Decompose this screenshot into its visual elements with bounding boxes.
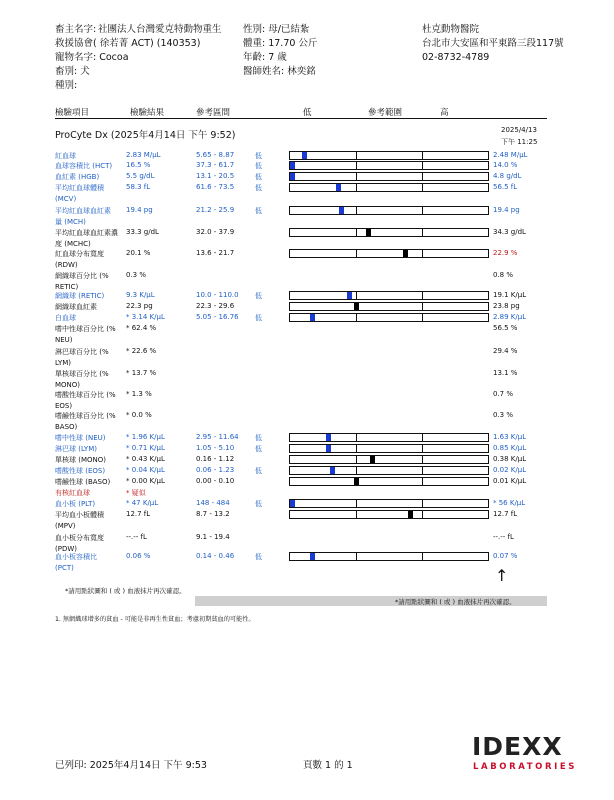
test-name-line: NEU) bbox=[55, 336, 73, 344]
range-low-tick bbox=[356, 184, 357, 191]
prev-time: 下午 11:25 bbox=[501, 138, 538, 146]
range-bar bbox=[289, 510, 489, 519]
result-marker bbox=[347, 292, 352, 299]
range-low-tick bbox=[356, 434, 357, 441]
result-row bbox=[0, 346, 614, 367]
low-flag: 低 bbox=[255, 292, 262, 300]
range-high-tick bbox=[422, 434, 423, 441]
previous-result: --.-- fL bbox=[493, 533, 514, 541]
result-row bbox=[0, 410, 614, 431]
range-low-tick bbox=[356, 207, 357, 214]
reference-interval: 1.05 - 5.10 bbox=[196, 444, 235, 452]
previous-result: 23.8 pg bbox=[493, 302, 520, 310]
result-marker bbox=[354, 303, 359, 310]
range-bar bbox=[289, 552, 489, 561]
result-marker bbox=[403, 250, 408, 257]
result-row bbox=[0, 323, 614, 344]
test-result: 0.06 % bbox=[126, 552, 151, 560]
range-bar bbox=[289, 206, 489, 215]
reference-interval: 13.6 - 21.7 bbox=[196, 249, 235, 257]
test-name-line: 網織球百分比 (% bbox=[55, 272, 109, 280]
previous-result: 2.89 K/µL bbox=[493, 313, 527, 321]
reference-interval: 5.65 - 8.87 bbox=[196, 151, 235, 159]
range-low-tick bbox=[356, 152, 357, 159]
test-result: * 1.96 K/µL bbox=[126, 433, 165, 441]
test-name-line: BASO) bbox=[55, 423, 78, 431]
low-flag: 低 bbox=[255, 162, 262, 170]
test-name-line: 嗜中性球百分比 (% bbox=[55, 325, 116, 333]
test-name-line: 嗜鹼性球 (BASO) bbox=[55, 478, 111, 486]
idexx-logo-text: IDEXX bbox=[472, 732, 563, 761]
confirm-arrow: ↑ bbox=[495, 566, 509, 585]
test-name bbox=[55, 552, 97, 574]
low-flag: 低 bbox=[255, 314, 262, 322]
result-marker bbox=[302, 152, 307, 159]
test-result: * 62.4 % bbox=[126, 324, 157, 332]
range-bar bbox=[289, 313, 489, 322]
clinic-address: 台北市大安區和平東路三段117號 bbox=[422, 38, 564, 49]
range-high-tick bbox=[422, 511, 423, 518]
previous-result: 0.85 K/µL bbox=[493, 444, 527, 452]
section-title: ProCyte Dx (2025年4月14日 下午 9:52) bbox=[55, 130, 236, 141]
test-name-line: 網織球血紅素 bbox=[55, 303, 97, 311]
result-row bbox=[0, 389, 614, 410]
result-row bbox=[0, 182, 614, 203]
test-result: * 1.3 % bbox=[126, 390, 152, 398]
reference-interval: 13.1 - 20.5 bbox=[196, 172, 235, 180]
reference-interval: 0.16 - 1.12 bbox=[196, 455, 235, 463]
range-bar bbox=[289, 249, 489, 258]
test-name-line: 度 (MCHC) bbox=[55, 240, 91, 248]
test-result: 16.5 % bbox=[126, 161, 151, 169]
test-name-line: 單核球 (MONO) bbox=[55, 456, 106, 464]
low-flag: 低 bbox=[255, 445, 262, 453]
test-name bbox=[55, 249, 104, 271]
test-result: * 0.43 K/µL bbox=[126, 455, 165, 463]
test-result: * 0.71 K/µL bbox=[126, 444, 165, 452]
prev-date: 2025/4/13 bbox=[501, 126, 537, 134]
previous-result: 2.48 M/µL bbox=[493, 151, 528, 159]
range-high-tick bbox=[422, 152, 423, 159]
test-name-line: 淋巴球百分比 (% bbox=[55, 348, 109, 356]
test-name-line: 嗜酸性球百分比 (% bbox=[55, 391, 116, 399]
range-bar bbox=[289, 466, 489, 475]
previous-result: * 56 K/µL bbox=[493, 499, 526, 507]
range-high-tick bbox=[422, 173, 423, 180]
test-name-line: (PDW) bbox=[55, 545, 77, 553]
test-name-line: 嗜中性球 (NEU) bbox=[55, 434, 106, 442]
reference-interval: 0.00 - 0.10 bbox=[196, 477, 235, 485]
weight: 體重: 17.70 公斤 bbox=[243, 38, 318, 49]
owner-name-cont: 救援協會( 徐若菁 ACT) (140353) bbox=[55, 38, 201, 49]
range-bar bbox=[289, 455, 489, 464]
pet-name: 寵物名字: Cocoa bbox=[55, 52, 129, 63]
test-result: * 0.00 K/µL bbox=[126, 477, 165, 485]
test-name-line: 淋巴球 (LYM) bbox=[55, 445, 97, 453]
test-name-line: 白血球 bbox=[55, 314, 76, 322]
result-marker bbox=[330, 467, 335, 474]
test-name-line: LYM) bbox=[55, 359, 72, 367]
reference-interval: 148 - 484 bbox=[196, 499, 230, 507]
range-bar bbox=[289, 172, 489, 181]
range-low-tick bbox=[356, 173, 357, 180]
reference-interval: 0.06 - 1.23 bbox=[196, 466, 235, 474]
test-result: 5.5 g/dL bbox=[126, 172, 155, 180]
test-name bbox=[55, 390, 116, 412]
low-flag: 低 bbox=[255, 434, 262, 442]
previous-result: 29.4 % bbox=[493, 347, 518, 355]
previous-result: 0.07 % bbox=[493, 552, 518, 560]
range-high-tick bbox=[422, 467, 423, 474]
idexx-logo-subtext: LABORATORIES bbox=[473, 762, 578, 772]
previous-result: 34.3 g/dL bbox=[493, 228, 526, 236]
range-low-tick bbox=[356, 511, 357, 518]
range-low-tick bbox=[356, 500, 357, 507]
test-name-line: (MCV) bbox=[55, 195, 77, 203]
reference-interval: 61.6 - 73.5 bbox=[196, 183, 235, 191]
idexx-logo bbox=[470, 732, 580, 774]
test-name-line: 血小板容積比 bbox=[55, 553, 97, 561]
test-name-line: (PCT) bbox=[55, 564, 74, 572]
owner-label: 畜主名字: bbox=[55, 24, 97, 35]
test-name-line: MONO) bbox=[55, 381, 81, 389]
result-row bbox=[0, 551, 614, 572]
result-marker bbox=[290, 173, 295, 180]
test-result: 19.4 pg bbox=[126, 206, 153, 214]
range-high-tick bbox=[422, 184, 423, 191]
low-flag: 低 bbox=[255, 173, 262, 181]
test-result: * 13.7 % bbox=[126, 369, 157, 377]
range-high-tick bbox=[422, 250, 423, 257]
reference-interval: 2.95 - 11.64 bbox=[196, 433, 239, 441]
test-name-line: 血小板 (PLT) bbox=[55, 500, 96, 508]
range-high-tick bbox=[422, 553, 423, 560]
test-name-line: 平均紅血球血紅素濃 bbox=[55, 229, 118, 237]
col-item: 檢驗項目 bbox=[55, 108, 90, 118]
range-high-tick bbox=[422, 456, 423, 463]
range-low-tick bbox=[356, 250, 357, 257]
test-result: * 0.0 % bbox=[126, 411, 152, 419]
test-result: 0.3 % bbox=[126, 271, 147, 279]
range-high-tick bbox=[422, 162, 423, 169]
vet-name: 醫師姓名: 林奕銘 bbox=[243, 66, 316, 77]
clinic-phone: 02-8732-4789 bbox=[422, 52, 490, 63]
range-low-tick bbox=[356, 292, 357, 299]
range-bar bbox=[289, 228, 489, 237]
test-name-line: 血小板分布寬度 bbox=[55, 534, 104, 542]
test-name bbox=[55, 510, 104, 532]
test-name-line: (RDW) bbox=[55, 261, 78, 269]
test-result: 2.83 M/µL bbox=[126, 151, 161, 159]
range-low-tick bbox=[356, 229, 357, 236]
result-row bbox=[0, 205, 614, 226]
previous-result: 19.1 K/µL bbox=[493, 291, 527, 299]
range-bar bbox=[289, 183, 489, 192]
result-marker bbox=[339, 207, 344, 214]
test-name-line: 平均紅血球血紅素 bbox=[55, 207, 111, 215]
confirm-note: *請用點狀圖和 ( 或 ) 血液抹片再次確認。 bbox=[65, 587, 186, 595]
range-high-tick bbox=[422, 292, 423, 299]
result-row bbox=[0, 248, 614, 269]
result-marker bbox=[366, 229, 371, 236]
previous-result: 12.7 fL bbox=[493, 510, 518, 518]
printed-timestamp: 已列印: 2025年4月14日 下午 9:53 bbox=[55, 760, 207, 771]
previous-result: 13.1 % bbox=[493, 369, 518, 377]
range-high-tick bbox=[422, 229, 423, 236]
age: 年齡: 7 歲 bbox=[243, 52, 287, 63]
reference-interval: 32.0 - 37.9 bbox=[196, 228, 235, 236]
test-result: 20.1 % bbox=[126, 249, 151, 257]
range-low-tick bbox=[356, 162, 357, 169]
test-name-line: 紅血球分布寬度 bbox=[55, 250, 104, 258]
col-result: 檢驗結果 bbox=[130, 108, 165, 118]
col-reference: 參考區間 bbox=[196, 108, 231, 118]
range-high-tick bbox=[422, 314, 423, 321]
low-flag: 低 bbox=[255, 467, 262, 475]
previous-result: 0.02 K/µL bbox=[493, 466, 527, 474]
low-flag: 低 bbox=[255, 553, 262, 561]
test-name-line: 平均紅血球體積 bbox=[55, 184, 104, 192]
species: 畜別: 犬 bbox=[55, 66, 90, 77]
reference-interval: 0.14 - 0.46 bbox=[196, 552, 235, 560]
test-name-line: 嗜酸性球 (EOS) bbox=[55, 467, 106, 475]
reference-interval: 21.2 - 25.9 bbox=[196, 206, 235, 214]
result-marker bbox=[408, 511, 413, 518]
range-high-tick bbox=[422, 445, 423, 452]
test-result: * 3.14 K/µL bbox=[126, 313, 165, 321]
range-high-tick bbox=[422, 500, 423, 507]
previous-result: 56.5 % bbox=[493, 324, 518, 332]
reference-interval: 5.05 - 16.76 bbox=[196, 313, 239, 321]
col-range: 參考範圍 bbox=[368, 108, 403, 118]
test-result: 12.7 fL bbox=[126, 510, 151, 518]
test-name-line: (MPV) bbox=[55, 522, 76, 530]
test-result: --.-- fL bbox=[126, 533, 147, 541]
result-marker bbox=[310, 314, 315, 321]
test-name-line: EOS) bbox=[55, 402, 73, 410]
previous-result: 0.8 % bbox=[493, 271, 514, 279]
result-marker bbox=[310, 553, 315, 560]
col-high: 高 bbox=[440, 108, 449, 118]
test-name-line: 嗜鹼性球百分比 (% bbox=[55, 412, 116, 420]
range-bar bbox=[289, 477, 489, 486]
previous-result: 19.4 pg bbox=[493, 206, 520, 214]
footnote: 1. 無網織球增多的貧血 - 可能是非再生性貧血；考慮初期貧血的可能性。 bbox=[55, 616, 255, 623]
test-result: 22.3 pg bbox=[126, 302, 153, 310]
test-name-line: 平均血小板體積 bbox=[55, 511, 104, 519]
col-low: 低 bbox=[303, 108, 312, 118]
range-bar bbox=[289, 151, 489, 160]
range-bar bbox=[289, 302, 489, 311]
range-low-tick bbox=[356, 314, 357, 321]
range-bar bbox=[289, 161, 489, 170]
low-flag: 低 bbox=[255, 152, 262, 160]
test-name-line: 有核紅血球 bbox=[55, 489, 90, 497]
test-name bbox=[55, 324, 116, 346]
result-marker bbox=[354, 478, 359, 485]
test-result: * 疑似 bbox=[126, 489, 146, 497]
range-high-tick bbox=[422, 303, 423, 310]
previous-result: 0.7 % bbox=[493, 390, 514, 398]
previous-result: 4.8 g/dL bbox=[493, 172, 522, 180]
result-marker bbox=[326, 434, 331, 441]
reference-interval: 37.3 - 61.7 bbox=[196, 161, 235, 169]
result-marker bbox=[290, 162, 295, 169]
test-result: * 22.6 % bbox=[126, 347, 157, 355]
test-name bbox=[55, 347, 109, 369]
previous-result: 1.63 K/µL bbox=[493, 433, 527, 441]
range-bar bbox=[289, 499, 489, 508]
test-name bbox=[55, 411, 116, 433]
result-row bbox=[0, 532, 614, 553]
reference-interval: 10.0 - 110.0 bbox=[196, 291, 239, 299]
test-result: * 47 K/µL bbox=[126, 499, 159, 507]
reference-interval: 9.1 - 19.4 bbox=[196, 533, 230, 541]
test-name-line: 量 (MCH) bbox=[55, 218, 86, 226]
test-name bbox=[55, 228, 118, 250]
test-name-line: 單核球百分比 (% bbox=[55, 370, 109, 378]
test-result: 58.3 fL bbox=[126, 183, 151, 191]
test-name-line: 血紅素 (HGB) bbox=[55, 173, 100, 181]
previous-result: 0.01 K/µL bbox=[493, 477, 527, 485]
page-number: 頁數 1 的 1 bbox=[303, 760, 353, 771]
test-name-line: RETIC) bbox=[55, 283, 79, 291]
test-result: * 0.04 K/µL bbox=[126, 466, 165, 474]
range-low-tick bbox=[356, 445, 357, 452]
result-row bbox=[0, 368, 614, 389]
test-name bbox=[55, 183, 104, 205]
test-name-line: 網織球 (RETIC) bbox=[55, 292, 105, 300]
range-bar bbox=[289, 433, 489, 442]
range-high-tick bbox=[422, 478, 423, 485]
low-flag: 低 bbox=[255, 207, 262, 215]
range-bar bbox=[289, 291, 489, 300]
test-name bbox=[55, 369, 109, 391]
result-marker bbox=[336, 184, 341, 191]
result-marker bbox=[370, 456, 375, 463]
previous-result: 22.9 % bbox=[493, 249, 518, 257]
breed: 種別: bbox=[55, 80, 78, 91]
low-flag: 低 bbox=[255, 184, 262, 192]
low-flag: 低 bbox=[255, 500, 262, 508]
previous-result: 14.0 % bbox=[493, 161, 518, 169]
confirm-note-band: *請用點狀圖和 ( 或 ) 血液抹片再次確認。 bbox=[395, 598, 516, 606]
reference-interval: 8.7 - 13.2 bbox=[196, 510, 230, 518]
sex: 性別: 母/已結紮 bbox=[243, 24, 310, 35]
previous-result: 0.38 K/µL bbox=[493, 455, 527, 463]
test-result: 9.3 K/µL bbox=[126, 291, 155, 299]
clinic-name: 杜克動物醫院 bbox=[422, 24, 480, 35]
reference-interval: 22.3 - 29.6 bbox=[196, 302, 235, 310]
result-marker bbox=[326, 445, 331, 452]
result-row bbox=[0, 227, 614, 248]
previous-result: 0.3 % bbox=[493, 411, 514, 419]
test-name-line: 紅血球 bbox=[55, 152, 76, 160]
result-marker bbox=[290, 500, 295, 507]
test-name bbox=[55, 206, 111, 228]
result-row bbox=[0, 509, 614, 530]
test-result: 33.3 g/dL bbox=[126, 228, 159, 236]
owner-name: 社團法人台灣愛克特動物重生 bbox=[98, 24, 222, 35]
range-low-tick bbox=[356, 467, 357, 474]
previous-result: 56.5 fL bbox=[493, 183, 518, 191]
range-low-tick bbox=[356, 456, 357, 463]
test-name-line: 血球容積比 (HCT) bbox=[55, 162, 113, 170]
range-low-tick bbox=[356, 553, 357, 560]
range-bar bbox=[289, 444, 489, 453]
header-divider bbox=[55, 118, 547, 119]
result-row bbox=[0, 270, 614, 291]
range-high-tick bbox=[422, 207, 423, 214]
